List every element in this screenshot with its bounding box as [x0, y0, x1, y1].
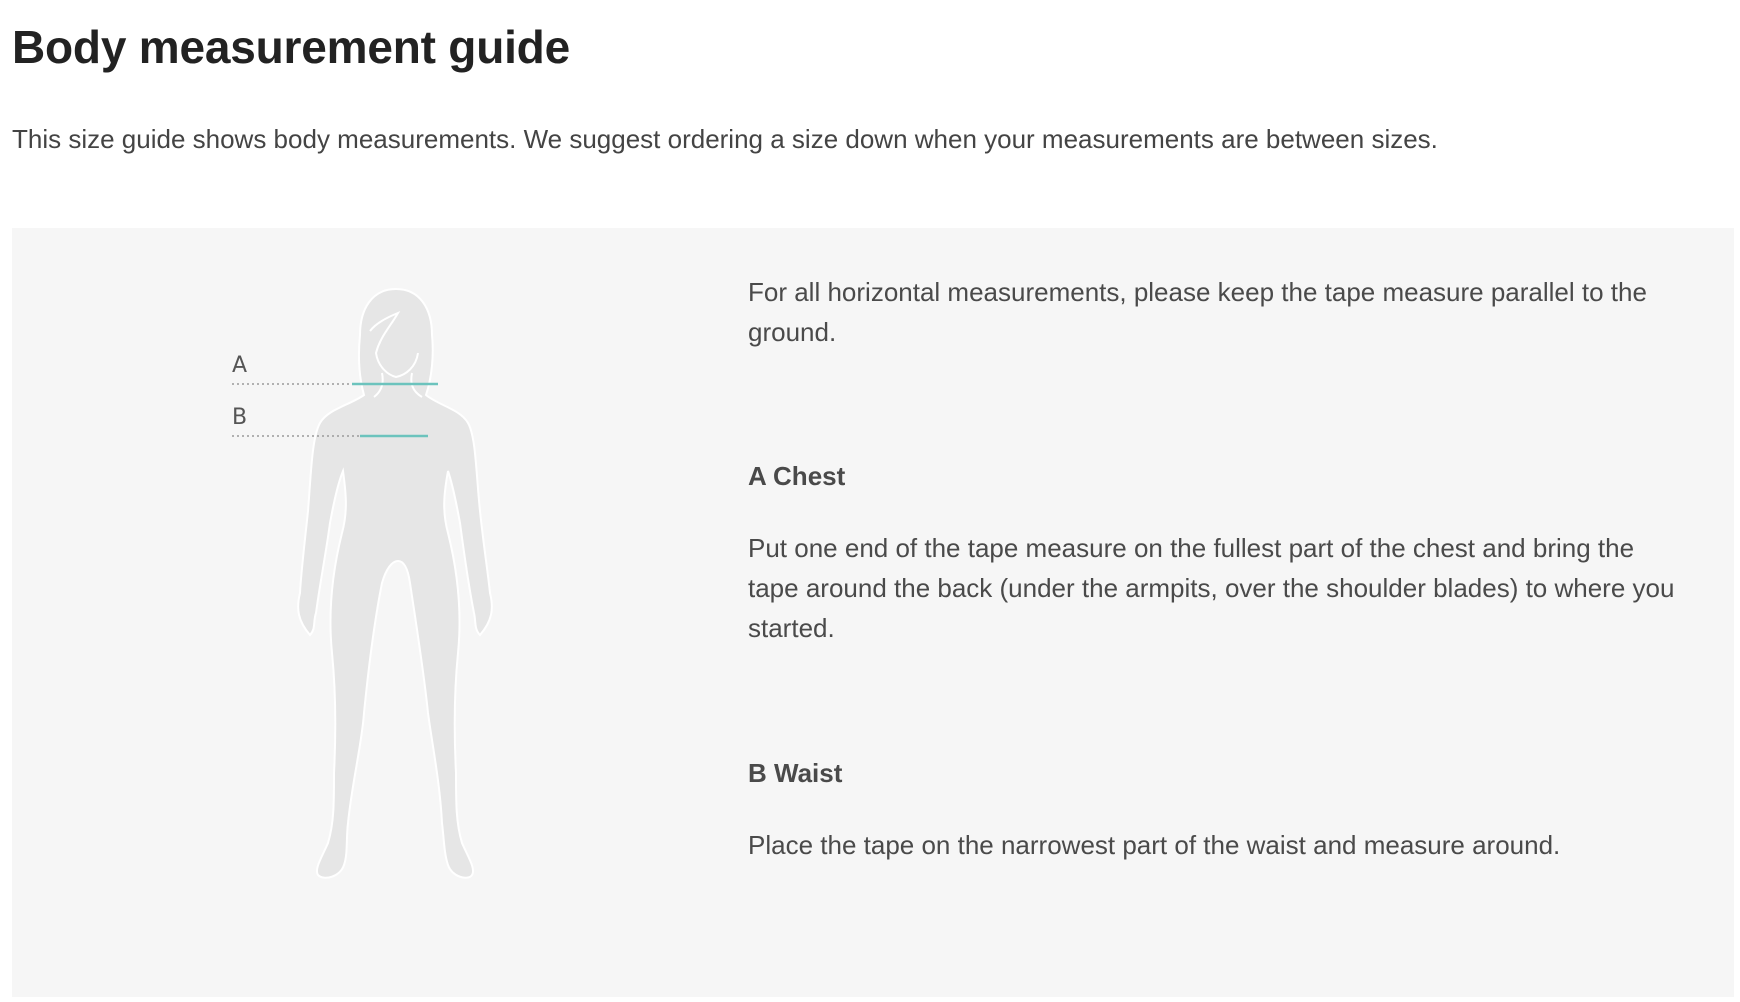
- female-body-silhouette-icon: [212, 283, 572, 913]
- horizontal-measurement-note: For all horizontal measurements, please keep the tape measure parallel to the ground.: [748, 277, 1647, 347]
- chest-instructions: Put one end of the tape measure on the fullest part of the chest and bring the tape around the back (under the armpits, over the shoulder blades) to where you started.: [748, 533, 1675, 643]
- marker-b-label: B: [232, 405, 248, 430]
- chest-heading: A Chest: [748, 461, 846, 491]
- measurement-panel: [12, 228, 1734, 997]
- size-guide-intro: This size guide shows body measurements. We suggest ordering a size down when your measurements are between sizes.: [12, 124, 1438, 154]
- waist-instructions: Place the tape on the narrowest part of the waist and measure around.: [748, 830, 1561, 860]
- marker-a-label: A: [232, 353, 248, 378]
- body-figure: [212, 283, 572, 913]
- waist-heading: B Waist: [748, 758, 843, 788]
- page-title: Body measurement guide: [12, 21, 570, 73]
